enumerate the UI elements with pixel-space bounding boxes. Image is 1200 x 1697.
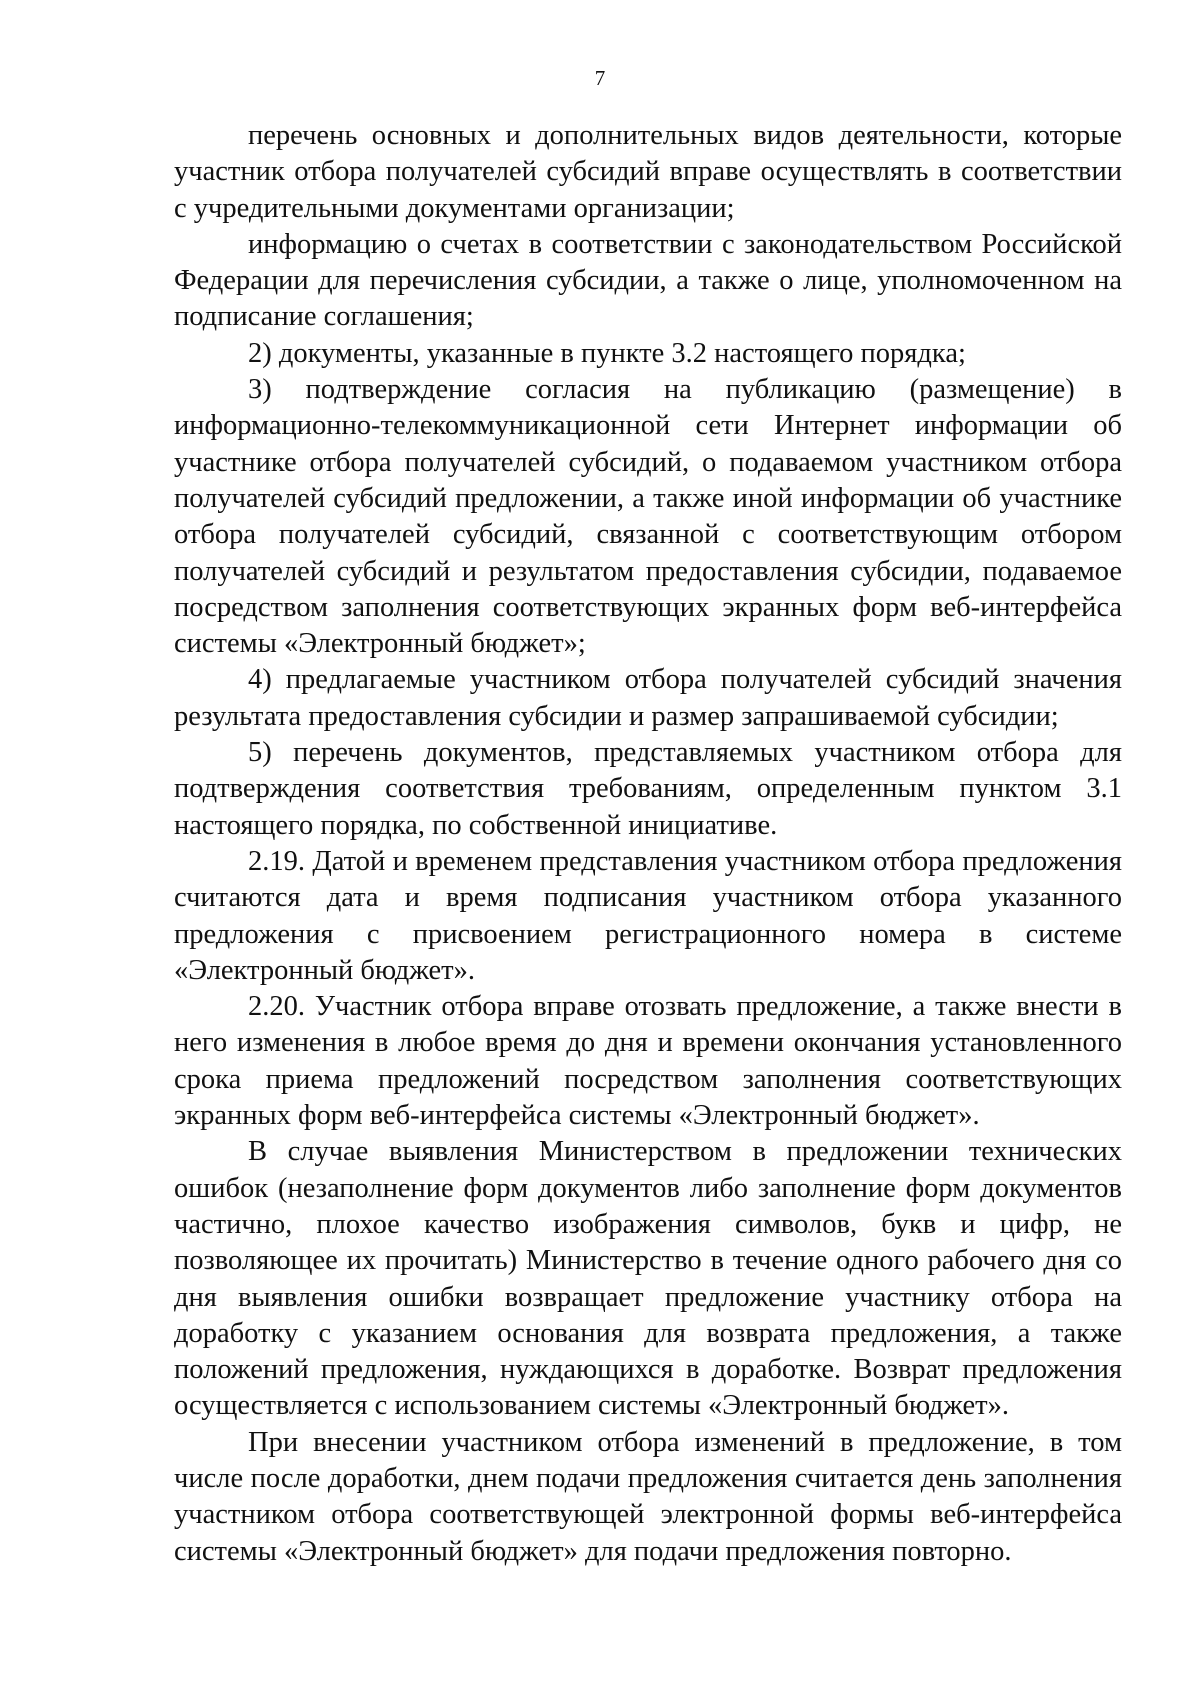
paragraph-clause-2-19: 2.19. Датой и временем представления участником отбора предложения считаются дата и время подписания участником отбора указанного предложения с присвоением регистрационного номера в системе «Электронный бюджет». xyxy=(174,845,1122,986)
paragraph-item-2: 2) документы, указанные в пункте 3.2 настоящего порядка; xyxy=(248,337,966,369)
paragraph-technical-errors: В случае выявления Министерством в предложении технических ошибок (незаполнение форм документов либо заполнение форм документов частично, плохое качество изображения символов, букв и цифр, не позволяющее их прочитать) Министерство в течение одного рабочего дня со дня выявления ошибки возвращает предложение участнику отбора на доработку с указанием основания для возврата предложения, а также положений предложения, нуждающихся в доработке. Возврат предложения осуществляется с использованием системы «Электронный бюджет». xyxy=(174,1136,1122,1422)
paragraph-activities-list: перечень основных и дополнительных видов деятельности, которые участник отбора получателей субсидий вправе осуществлять в соответствии с учредительными документами организации; xyxy=(174,120,1122,224)
page-number: 7 xyxy=(594,66,606,90)
paragraph-item-4: 4) предлагаемые участником отбора получателей субсидий значения результата предоставления субсидии и размер запрашиваемой субсидии; xyxy=(174,664,1122,732)
paragraph-accounts-info: информацию о счетах в соответствии с законодательством Российской Федерации для перечисления субсидии, а также о лице, уполномоченном на подписание соглашения; xyxy=(174,228,1122,333)
paragraph-item-5: 5) перечень документов, представляемых участником отбора для подтверждения соответствия требованиям, определенным пунктом 3.1 настоящего порядка, по собственной инициативе. xyxy=(174,737,1122,841)
paragraph-item-3: 3) подтверждение согласия на публикацию (размещение) в информационно-телекоммуникационной сети Интернет информации об участнике отбора получателей субсидий, о подаваемом участником отбора получателей субсидий предложении, а также иной информации об участнике отбора получателей субсидий, связанной с соответствующим отбором получателей субсидий и результатом предоставления субсидии, подаваемое посредством заполнения соответствующих экранных форм веб-интерфейса системы «Электронный бюджет»; xyxy=(174,374,1122,660)
document-body xyxy=(174,118,1122,1570)
paragraph-resubmission: При внесении участником отбора изменений в предложение, в том числе после доработки, днем подачи предложения считается день заполнения участником отбора соответствующей электронной формы веб-интерфейса системы «Электронный бюджет» для подачи предложения повторно. xyxy=(174,1426,1122,1567)
paragraph-clause-2-20: 2.20. Участник отбора вправе отозвать предложение, а также внести в него изменения в любое время до дня и времени окончания установленного срока приема предложений посредством заполнения соответствующих экранных форм веб-интерфейса системы «Электронный бюджет». xyxy=(174,991,1122,1132)
